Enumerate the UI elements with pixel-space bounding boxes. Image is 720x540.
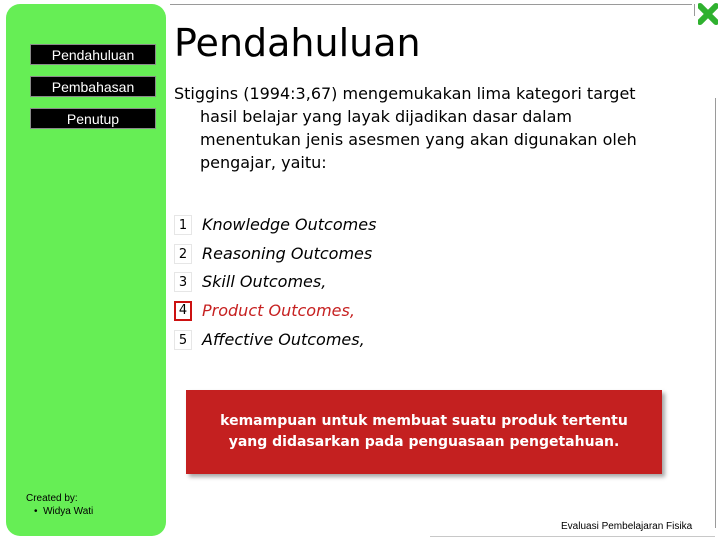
item-label: Knowledge Outcomes	[202, 215, 377, 234]
sidebar	[6, 4, 166, 536]
item-label-active: Product Outcomes,	[202, 301, 355, 320]
item-label: Affective Outcomes,	[202, 330, 365, 349]
footer-text: Evaluasi Pembelajaran Fisika	[561, 521, 693, 532]
credits-heading: Created by:	[26, 493, 78, 504]
item-label: Reasoning Outcomes	[202, 244, 373, 263]
nav-button-penutup[interactable]: Penutup	[30, 108, 156, 129]
frame-corner-line	[694, 4, 695, 16]
credits-author: • Widya Wati	[34, 506, 94, 517]
item-label: Skill Outcomes,	[202, 272, 327, 291]
frame-top-line	[170, 4, 692, 5]
callout-box	[186, 390, 662, 474]
intro-paragraph: Stiggins (1994:3,67) mengemukakan lima kategori target hasil belajar yang layak dijadikan dasar dalam menentukan jenis asesmen yang akan digunakan oleh pengajar, yaitu:	[174, 84, 637, 172]
credits	[26, 492, 93, 518]
frame-right-line	[715, 98, 716, 528]
close-icon[interactable]	[698, 2, 718, 26]
slide-title: Pendahuluan	[174, 21, 421, 65]
callout-text: kemampuan untuk membuat suatu produk tertentu yang didasarkan pada penguasaan pengetahuan.	[220, 413, 628, 450]
frame-bottom-line	[430, 536, 715, 537]
item-number[interactable]: 1	[174, 215, 192, 235]
item-number[interactable]: 5	[174, 330, 192, 350]
nav-button-pendahuluan[interactable]: Pendahuluan	[30, 44, 156, 65]
item-number[interactable]: 3	[174, 272, 192, 292]
item-number-active[interactable]: 4	[174, 301, 192, 321]
nav-button-pembahasan[interactable]: Pembahasan	[30, 76, 156, 97]
credits-author-name: Widya Wati	[43, 506, 94, 517]
item-number[interactable]: 2	[174, 244, 192, 264]
